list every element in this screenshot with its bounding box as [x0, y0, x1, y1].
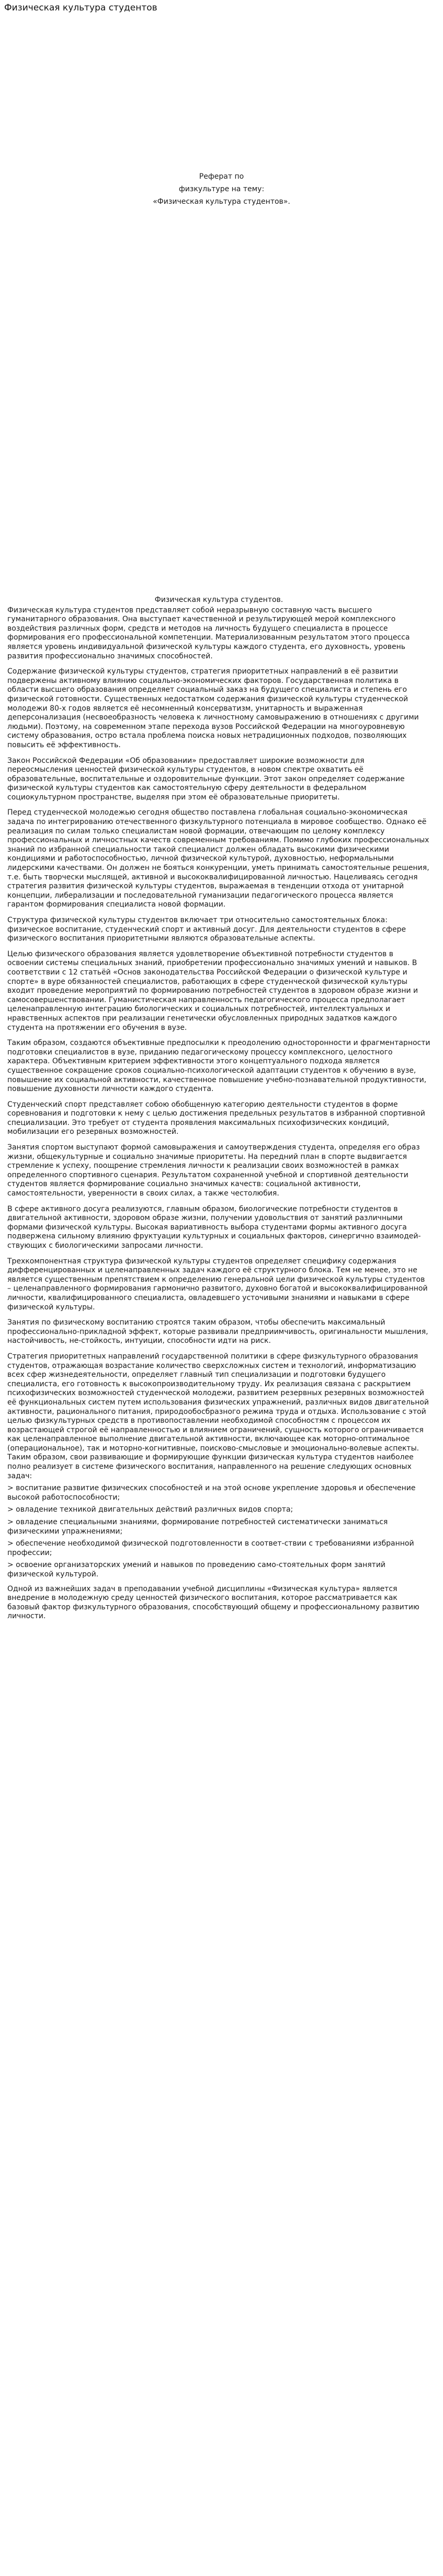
paragraph: Закон Российской Федерации «Об образовании» предоставляет широкие возможности для переосмысления ценностей физической культуры студентов, в новом спектре охватить её образовательные, воспитательные и оздоровительные функции. Этот закон определяет содержание физической культуры студентов как самостоятельную сферу деятельности в федеральном социокультурном пространстве, выделяя при этом её образовательные приоритеты.: [7, 756, 405, 802]
cover-line: «Физическая культура студентов».: [153, 198, 290, 206]
paragraph: Одной из важнейших задач в преподавании учебной дисциплины «Физическая культура» является внедрение в молодежную среду ценностей физического воспитания, которое рассматривается как базовый фактор физкультурного образования, способствующий общему и профессиональному развитию личности.: [7, 1584, 419, 1621]
list-item: > овладение техникой двигательных действий различных видов спорта;: [7, 1505, 293, 1514]
page-title: Физическая культура студентов: [4, 3, 157, 13]
paragraph: В сфере активного досуга реализуются, главным образом, биологические потребности студентов в двигательной активности, здоровом образе жизни, получении удовольствия от занятий различными формами физической культуры. Высокая вариативность выбора студентами формы активного досуга подвержена сильному влиянию фруктуации культурных и социальных факторов, синергично взаимодей-ствующих с биологическими запросами личности.: [7, 1204, 421, 1250]
cover-block: [0, 170, 443, 208]
paragraph: Таким образом, создаются объективные предпосылки к преодолению односторонности и фрагментарности подготовки специалистов в вузе, приданию педагогическому процессу комплексного, целостного характера. Объективным критерием эффективности этого концептуального подхода является существенное сокращение сроков социально-психологической адаптации студентов к обучению в вузе, повышение их социальной активности, качественное повышение учебно-познавательной продуктивности, повышение духовности личности каждого студента.: [7, 1039, 430, 1094]
article-body: [0, 596, 443, 1621]
paragraph: Перед студенческой молодежью сегодня общество поставлена глобальная социально-экономическая задача по интегрированию отечественного физкультурного потенциала в мировое сообщество. Однако её реализация по силам только специалистам новой формации, отвечающим по целому комплексу профессиональных и личностных качеств современным требованиям. Помимо глубоких профессиональных знаний по избранной специальности такой специалист должен обладать высокими физическими кондициями и работоспособностью, личной физической культурой, духовностью, неформальными лидерскими качествами. Он должен не бояться конкуренции, уметь принимать самостоятельные решения, т.е. быть творчески мыслящей, активной и высококвалифицированной личностью. Нацеливаясь сегодня стратегия развития физической культуры студентов, выражаемая в тенденции отхода от унитарной концепции, либерализации и последовательной гуманизации педагогического процесса является гарантом формирования специалиста новой формации.: [7, 808, 429, 909]
paragraph: Целью физического образования является удовлетворение объективной потребности студентов в освоении системы специальных знаний, приобретении профессионально значимых умений и навыков. В соответствии с 12 статьёй «Основ законодательства Российской Федерации о физической культуре и спорте» в вуре обязанностей специалистов, работающих в сфере студенческой физической культуры входит проведение мероприятий по формированию потребностей студентов в здоровом образе жизни и самосовершенствовании. Гуманистическая направленность педагогического процесса предполагает целенаправленную интеграцию биологических и социальных потребностей, интеллектуальных и нравственных аспектов при реализации генетически обусловленных природных задатков каждого студента на протяжении его обучения в вузе.: [7, 949, 418, 1032]
task-list: [7, 1484, 430, 1579]
paragraph: Физическая культура студентов представляет собой неразрывную составную часть высшего гуманитарного образования. Она выступает качественной и результирующей мерой комплексного воздействия различных форм, средств и методов на личность будущего специалиста в процессе формирования его профессиональной компетенции. Материализованным результатом этого процесса является уровень индивидуальной физической культуры каждого студента, его духовность, уровень развития профессионально значимых способностей.: [7, 606, 410, 660]
paragraph: Стратегия приоритетных направлений государственной политики в сфере физкультурного образования студентов, отражающая возрастание количество сверхсложных систем и технологий, информатизацию всех сфер жизнедеятельности, определяет главный тип специализации и подготовки будущего специалиста, его готовность к высокопроизводительному труду. Их реализация связана с раскрытием психофизических возможностей студенческой молодежи, развитием резервных резервных возможностей её функциональных систем путем использования физических упражнений, различных видов двигательной активности, рационального питания, природообосбразного режима труда и отдыха. Использование с этой целью физкультурных средств в противопоставлении необходимой способностям с процессом их возрастающей строгой её направленностью и влиянием ограничений, сущность которого ограничивается как целенаправленное выполнение двигательной активности, включающее как моторно-оптимальное (операциональное), так и моторно-когнитивные, поисково-смысловые и эмоционально-волевые аспекты. Таким образом, свои развивающие и формирующие функции физическая культура студентов наиболее полно реализует в системе физического воспитания, направленного на решение следующих основных задач:: [7, 1352, 429, 1480]
section-heading: Физическая культура студентов.: [154, 596, 283, 604]
list-item: > обеспечение необходимой физической подготовленности в соответ-ствии с требованиями избранной профессии;: [7, 1539, 414, 1557]
cover-line: физкультуре на тему:: [178, 185, 265, 193]
list-item: > освоение организаторских умений и навыков по проведению само-стоятельных форм занятий физической культурой.: [7, 1561, 386, 1579]
list-item: > овладение специальными знаниями, формирование потребностей систематически заниматься физическими упражнениями;: [7, 1518, 388, 1536]
paragraph: Занятия по физическому воспитанию строятся таким образом, чтобы обеспечить максимальный профессионально-прикладной эффект, которые развивали предприимчивость, оригинальности мышления, настойчивость, не-стойкость, интуиции, способности идти на риск.: [7, 1318, 428, 1345]
paragraph: Занятия спортом выступают формой самовыражения и самоутверждения студента, определяя его образ жизни, общекультурные и социально значимые приоритеты. На передний план в спорте выдвигается стремление к успеху, поощрение стремления личности к реализации своих возможностей в рамках определенного спортивного сценария. Результатом сохраненной учебной и спортивной деятельности студентов является формирование социально значимых качеств: социальной активности, самостоятельности, уверенности в своих силах, а также честолюбия.: [7, 1143, 420, 1198]
paragraph: Трехкомпонентная структура физической культуры студентов определяет специфику содержания дифференцированных и целенаправленных задач каждого её структурного блока. Тем не менее, это не является существенным препятствием к определению генеральной цели физической культуры студентов – целенаправленного формирования гармонично развитого, духовно богатой и высококвалифицированной личности, квалифицированного специалиста, овладевшего усточивыми знаниями и навыками в сфере физической культуры.: [7, 1257, 428, 1312]
paragraph: Содержание физической культуры студентов, стратегия приоритетных направлений в её развитии подвержены активному влиянию социально-экономических факторов. Государственная политика в области высшего образования определяет социальный заказ на будущего специалиста и степень его физической готовности. Существенных недостатком содержания физической культуры студенческой молодежи 80-х годов является её несомненный консерватизм, унитарность и выраженная деперсонализация (несвоеобразность человека к личностному самовыражению в отношениях с другими людьми). Поэтому, на современном этапе перехода вузов Российской Федерации на многоуровневую систему образования, остро встала проблема поиска новых нетрадиционных подходов, позволяющих повысить её эффективность.: [7, 667, 419, 749]
paragraph: Структура физической культуры студентов включает три относительно самостоятельных блока: физическое воспитание, студенческий спорт и активный досуг. Для деятельности студентов в сфере физического воспитания приоритетными являются образовательные аспекты.: [7, 916, 406, 943]
list-item: > воспитание развитие физических способностей и на этой основе укрепление здоровья и обеспечение высокой работоспособности;: [7, 1484, 416, 1502]
cover-line: Реферат по: [199, 172, 244, 181]
paragraph: Студенческий спорт представляет собою обобщенную категорию деятельности студентов в форме соревнования и подготовки к нему с целью достижения предельных результатов в избранной спортивной специализации. Это требует от студента проявления максимальных психофизических кондиций, мобилизации его резервных возможностей.: [7, 1100, 425, 1136]
